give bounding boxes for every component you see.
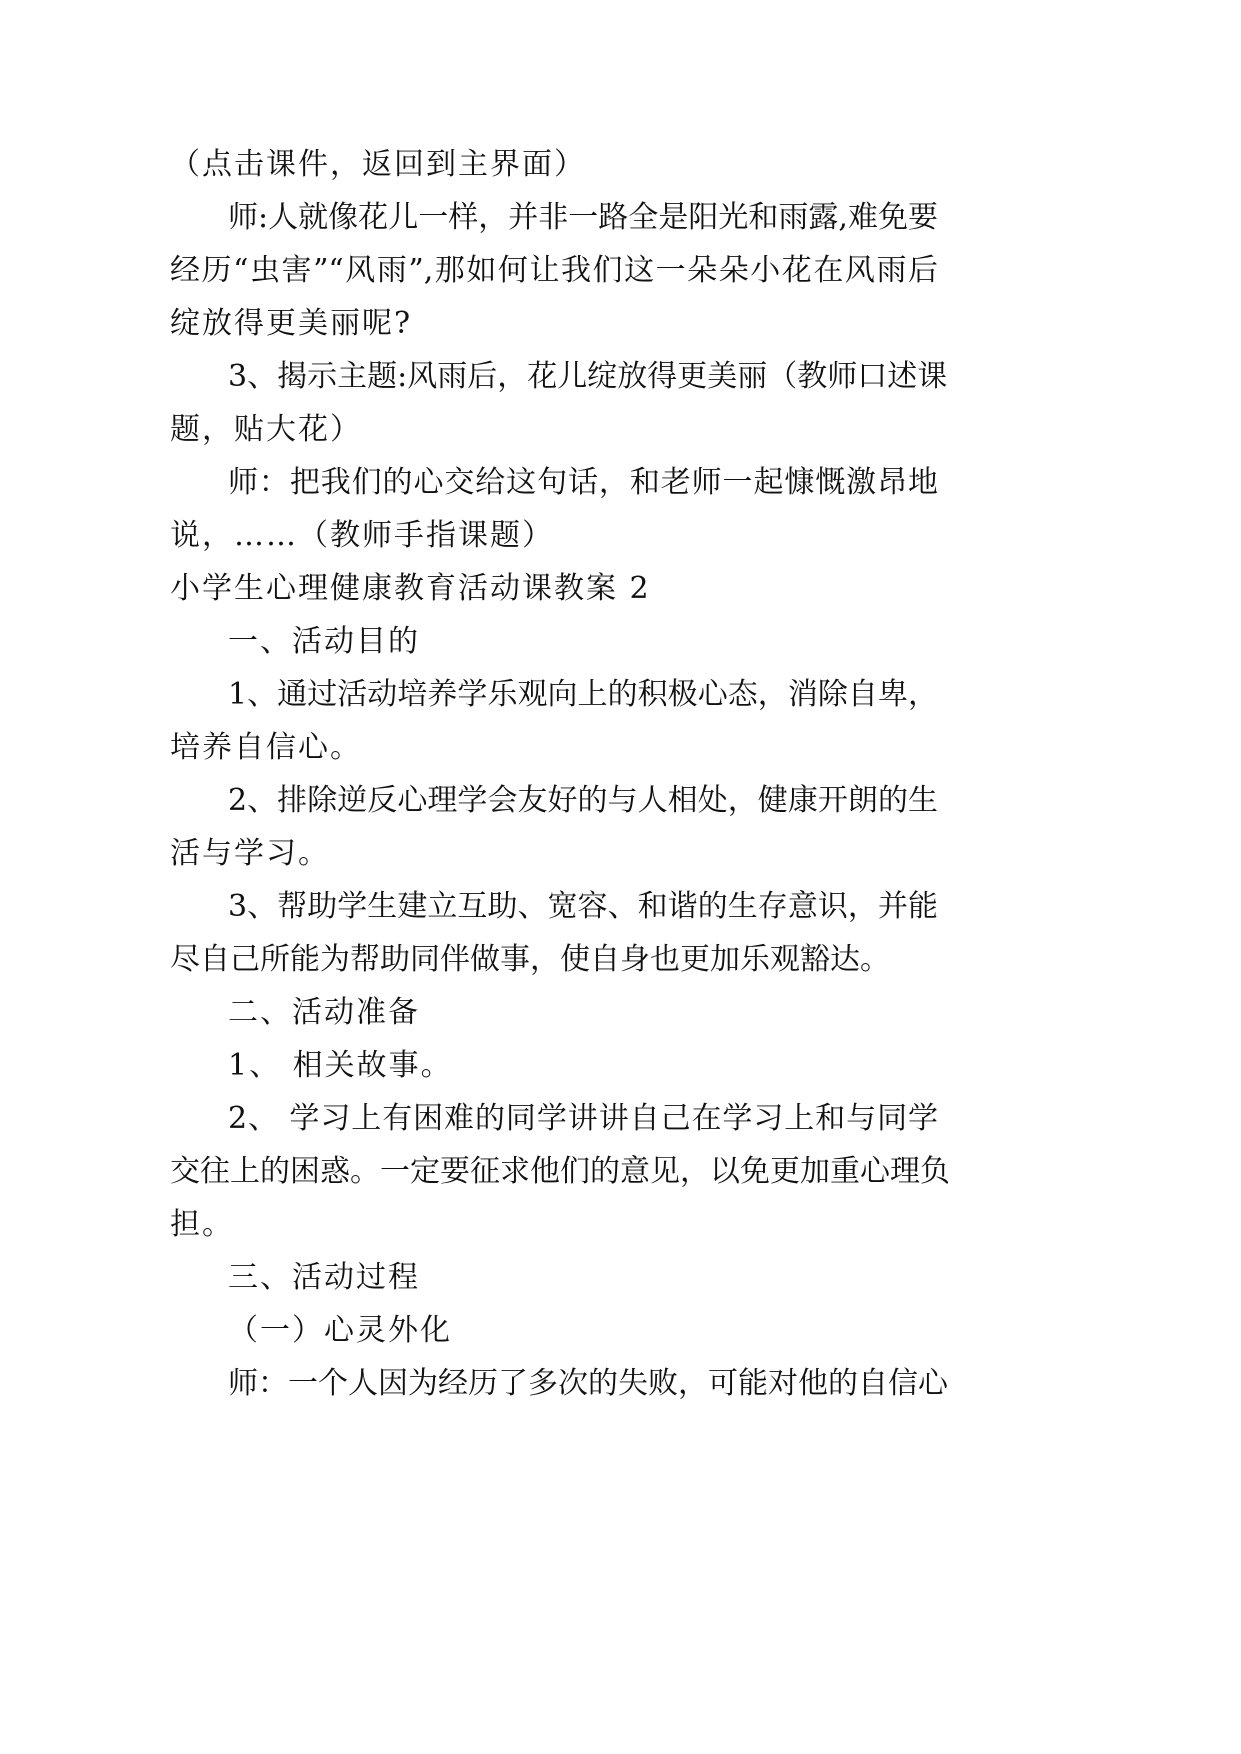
text-line: 2、排除逆反心理学会友好的与人相处，健康开朗的生 <box>228 783 938 818</box>
text-line: 活与学习。 <box>170 836 330 871</box>
text-line: 三、活动过程 <box>228 1260 420 1295</box>
text-line: 说，……（教师手指课题） <box>170 518 554 553</box>
text-line: （点击课件，返回到主界面） <box>170 147 586 182</box>
section-heading: 小学生心理健康教育活动课教案 2 <box>170 571 651 606</box>
text-line: 师：一个人因为经历了多次的失败，可能对他的自信心 <box>228 1366 948 1401</box>
text-line: 绽放得更美丽呢? <box>170 306 413 341</box>
text-line: 培养自信心。 <box>170 730 362 765</box>
text-line: 担。 <box>170 1207 234 1242</box>
text-line: 一、活动目的 <box>228 624 420 659</box>
text-line: 题，贴大花） <box>170 412 362 447</box>
text-line: 1、通过活动培养学乐观向上的积极心态，消除自卑， <box>228 677 938 712</box>
text-line: 师:人就像花儿一样，并非一路全是阳光和雨露,难免要 <box>228 200 938 235</box>
text-line: 1、 相关故事。 <box>228 1048 453 1083</box>
text-line: 师：把我们的心交给这句话，和老师一起慷慨激昂地 <box>228 465 938 500</box>
text-line: 二、活动准备 <box>228 995 420 1030</box>
text-line: 尽自己所能为帮助同伴做事，使自身也更加乐观豁达。 <box>170 942 890 977</box>
text-line: 3、帮助学生建立互助、宽容、和谐的生存意识，并能 <box>228 889 938 924</box>
text-line: （一）心灵外化 <box>228 1313 452 1348</box>
text-line: 经历“虫害”“风雨”,那如何让我们这一朵朵小花在风雨后 <box>170 253 938 288</box>
text-line: 3、揭示主题:风雨后，花儿绽放得更美丽（教师口述课 <box>228 359 948 394</box>
text-line: 2、 学习上有困难的同学讲讲自己在学习上和与同学 <box>228 1101 938 1136</box>
text-line: 交往上的困惑。一定要征求他们的意见，以免更加重心理负 <box>170 1154 950 1189</box>
